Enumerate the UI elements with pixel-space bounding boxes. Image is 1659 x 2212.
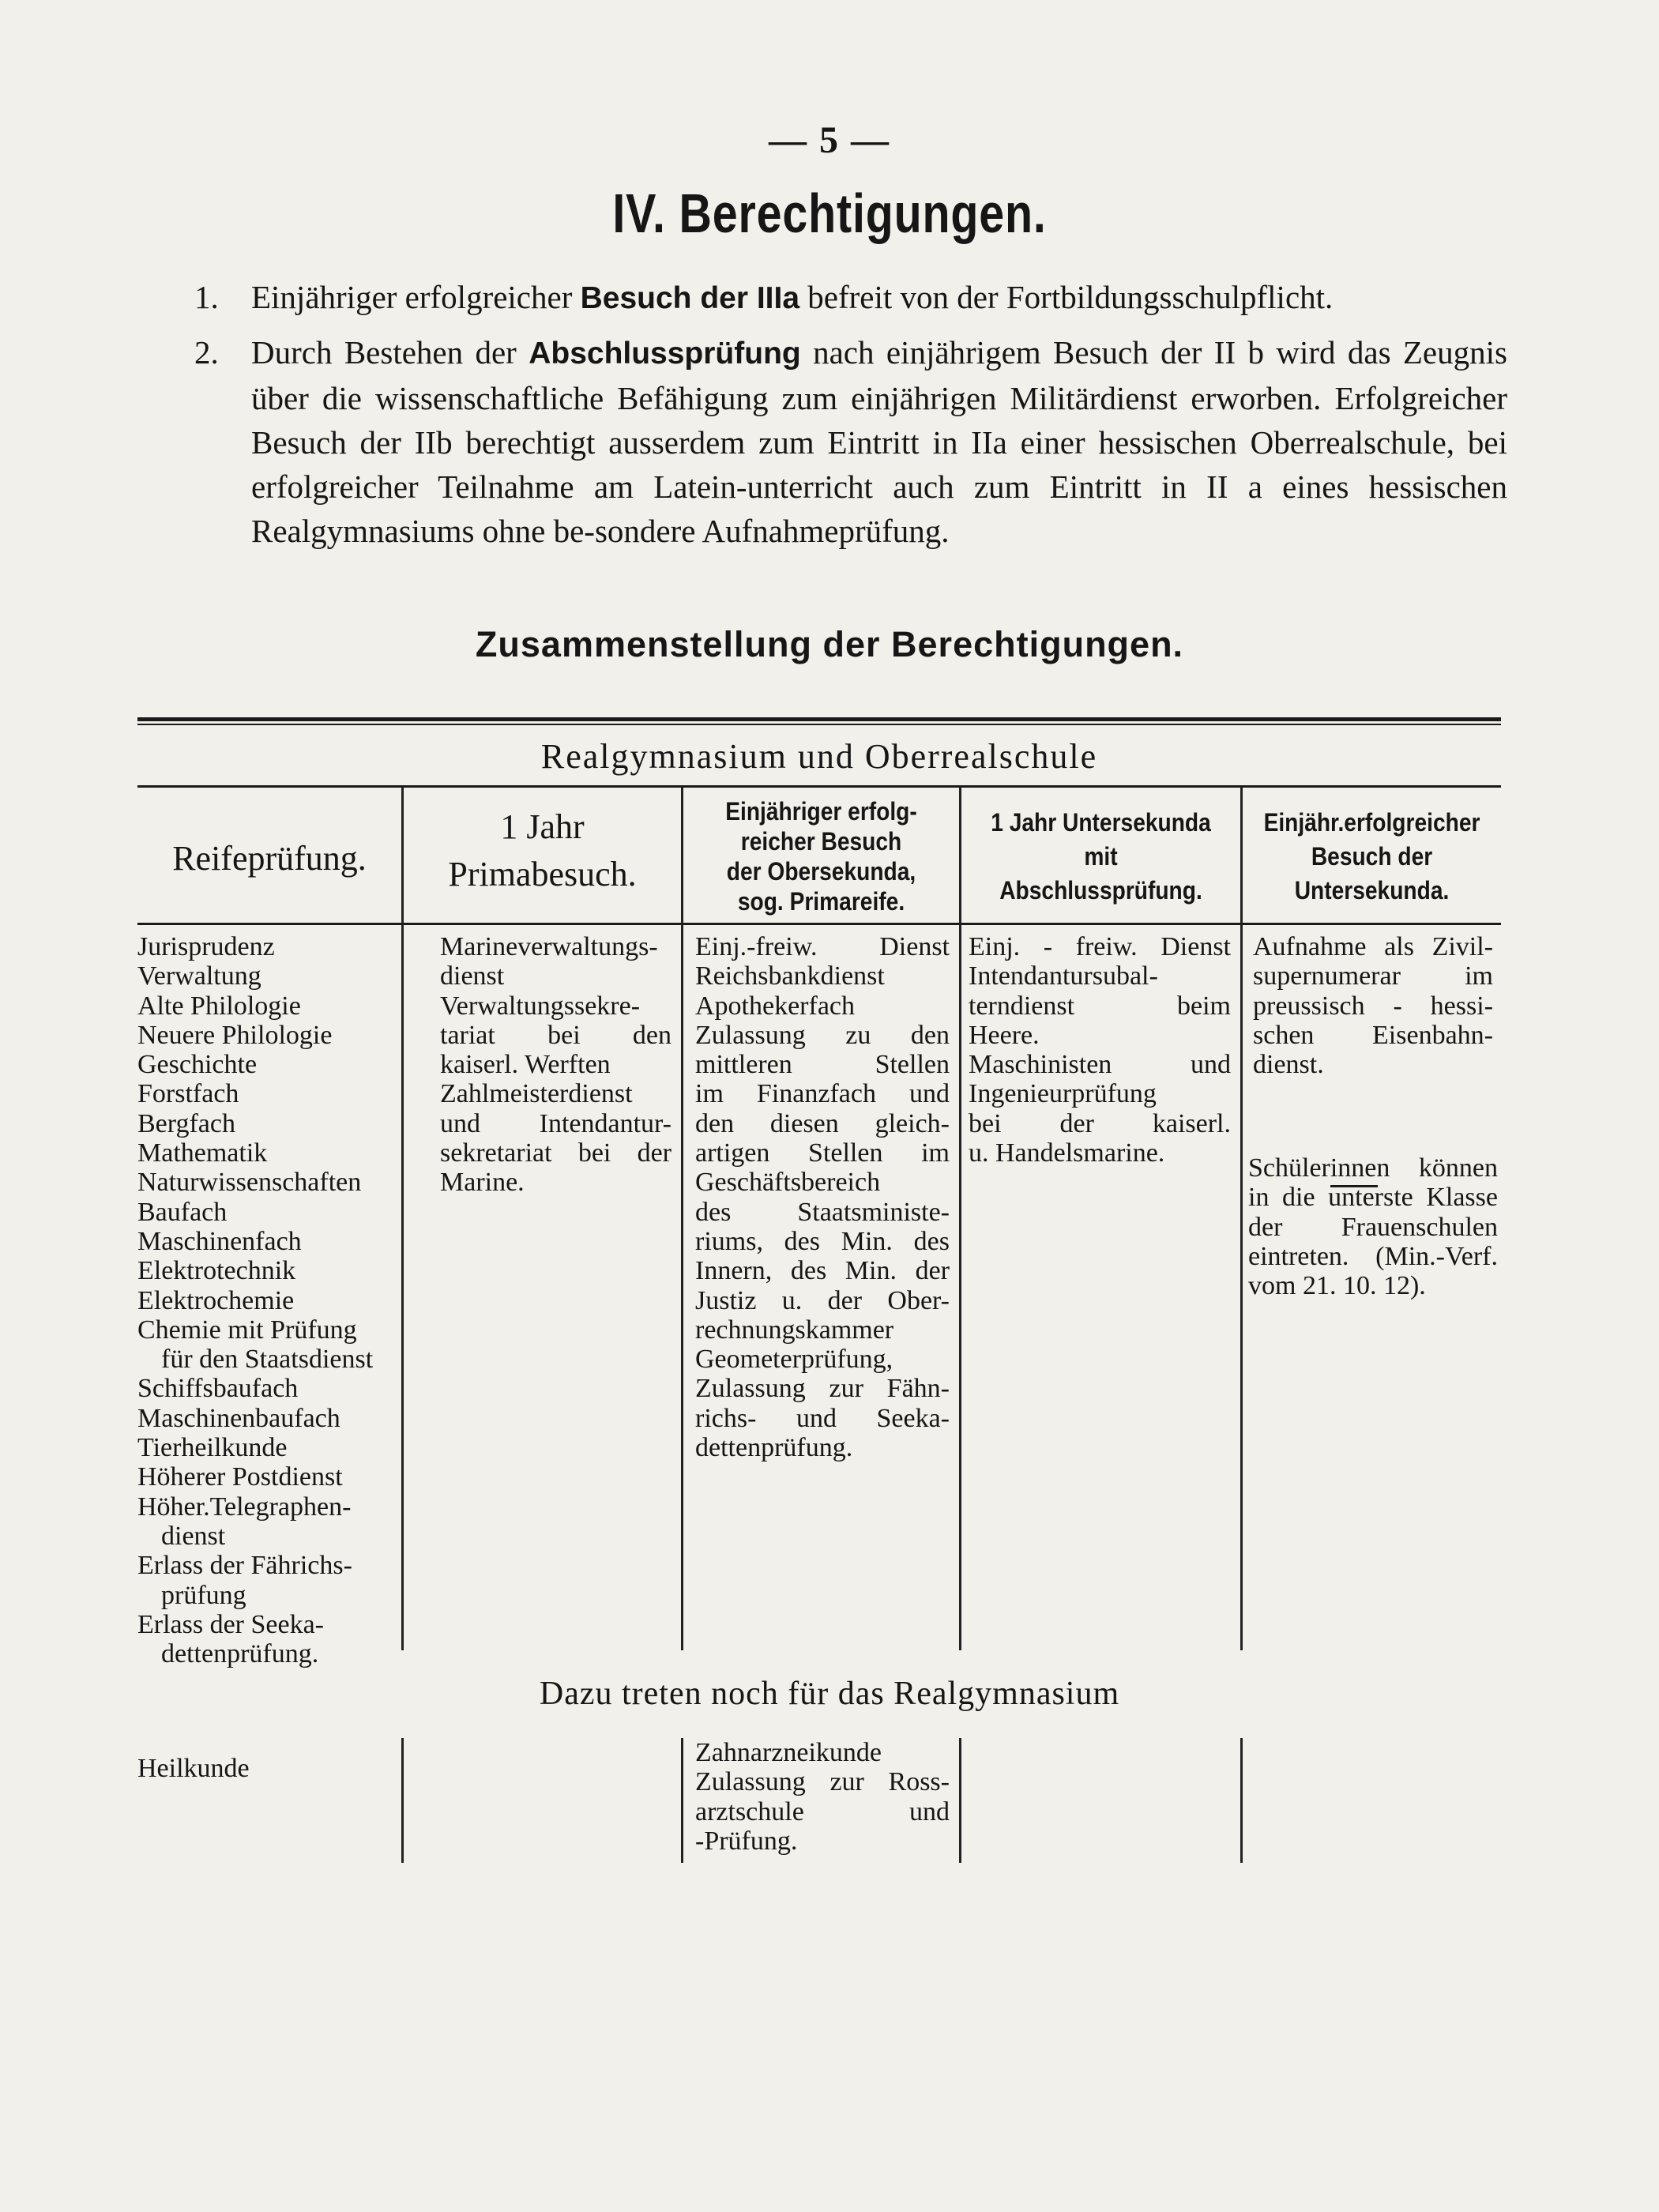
paragraph-2-text-end: nach einjährigem Besuch der II b wird das Zeugnis über die wissenschaftliche Befähigung zum einjährigen Militärdienst erworben. Erfolgreicher Besuch der IIb berechtigt ausserdem zum Eintritt in IIa einer hessischen Oberrealschule, bei erfolgreicher Teilnahme am Latein-unterricht auch zum Eintritt in II a eines hessischen Realgymnasiums ohne be-sondere Aufnahmeprüfung. bbox=[251, 334, 1507, 549]
table-cell-line: Zulassung zur Fähn- bbox=[695, 1374, 950, 1404]
table-cell-line: Geschäftsbereich bbox=[695, 1168, 881, 1198]
dazu-divider-2 bbox=[681, 1738, 683, 1863]
table-title: Realgymnasium und Oberrealschule bbox=[540, 737, 1098, 776]
header-untersekunda-besuch-line-3: Untersekunda. bbox=[1294, 876, 1450, 905]
table-cell-line: Forstfach bbox=[137, 1079, 239, 1109]
header-rule-4 bbox=[961, 923, 1240, 925]
table-cell-line: Marineverwaltungs- bbox=[440, 932, 658, 961]
header-primareife bbox=[700, 796, 942, 916]
table-cell-line: Jurisprudenz bbox=[137, 932, 275, 961]
table-cell-line: Zahnarzneikunde bbox=[695, 1738, 882, 1767]
table-cell-line: Maschinenbaufach bbox=[137, 1403, 340, 1433]
table-cell-line: Einj.-freiw. Dienst bbox=[695, 932, 950, 961]
table-cell-line: dienst. bbox=[1253, 1050, 1324, 1080]
table-cell-line: Verwaltungssekre- bbox=[440, 991, 641, 1021]
table-cell-line: dettenprüfung. bbox=[695, 1433, 853, 1463]
table-cell-line: Verwaltung bbox=[137, 961, 261, 991]
header-rule-5 bbox=[1243, 923, 1501, 925]
header-primareife-line-2: reicher Besuch bbox=[740, 827, 902, 856]
table-cell-line: prüfung bbox=[161, 1580, 246, 1610]
table-cell-line: Innern, des Min. der bbox=[695, 1256, 950, 1286]
table-cell-line: Neuere Philologie bbox=[137, 1020, 333, 1050]
header-untersekunda-abschluss-line-2: mit bbox=[1084, 842, 1118, 871]
paragraph-1-text-end: befreit von der Fortbildungsschulpflicht. bbox=[799, 279, 1334, 315]
table-cell-line: Schülerinnen können bbox=[1248, 1153, 1498, 1183]
table-cell-line: Bergfach bbox=[137, 1108, 235, 1138]
dazu-column-reifepruefung bbox=[137, 1754, 392, 1783]
table-cell-line: Geometerprüfung, bbox=[695, 1345, 893, 1375]
column-primareife bbox=[695, 932, 950, 1462]
table-cell-line: Reichsbankdienst bbox=[695, 961, 885, 991]
table-cell-line: für den Staatsdienst bbox=[161, 1345, 374, 1375]
header-untersekunda-besuch-line-2: Besuch der bbox=[1311, 842, 1433, 871]
dazu-divider-1 bbox=[401, 1738, 404, 1863]
dazu-divider-4 bbox=[1240, 1738, 1243, 1863]
table-cell-line: richs- und Seeka- bbox=[695, 1403, 950, 1433]
table-cell-line: Schiffsbaufach bbox=[137, 1374, 299, 1404]
table-cell-line: Elektrochemie bbox=[137, 1285, 295, 1315]
table-cell-line: eintreten. (Min.-Verf. bbox=[1248, 1241, 1498, 1271]
column-divider-4 bbox=[1240, 788, 1243, 1650]
header-reifepruefung: Reifeprüfung. bbox=[172, 839, 367, 878]
column-primabesuch bbox=[440, 932, 672, 1198]
table-title-rule bbox=[137, 785, 1501, 788]
paragraph-2 bbox=[194, 330, 1507, 553]
table-cell-line: im Finanzfach und bbox=[695, 1079, 950, 1109]
table-cell-line: bei der kaiserl. bbox=[969, 1108, 1231, 1138]
table-cell-line: rechnungskammer bbox=[695, 1315, 894, 1345]
table-cell-line: Erlass der Seeka- bbox=[137, 1609, 325, 1639]
paragraph-1-number: 1. bbox=[194, 279, 219, 315]
header-untersekunda-abschluss-line-1: 1 Jahr Untersekunda bbox=[991, 808, 1211, 837]
table-top-rule bbox=[137, 717, 1501, 721]
table-cell-line: u. Handelsmarine. bbox=[969, 1138, 1165, 1168]
table-cell-line: Baufach bbox=[137, 1197, 228, 1227]
column-reifepruefung bbox=[137, 932, 392, 1668]
chapter-title: IV. Berechtigungen. bbox=[612, 182, 1047, 244]
header-primareife-line-3: der Obersekunda, bbox=[726, 857, 916, 886]
table-cell-line: -Prüfung. bbox=[695, 1826, 798, 1856]
table-cell-line: Alte Philologie bbox=[137, 991, 301, 1021]
table-cell-line: der Frauenschulen bbox=[1248, 1212, 1498, 1242]
table-cell-line: dettenprüfung. bbox=[161, 1639, 319, 1669]
table-cell-line: Maschinenfach bbox=[137, 1226, 302, 1256]
table-cell-line: Zulassung zu den bbox=[695, 1020, 950, 1050]
table-cell-line: schen Eisenbahn- bbox=[1253, 1020, 1493, 1050]
page-number: — 5 — bbox=[769, 119, 890, 161]
paragraph-2-text-start: Durch Bestehen der bbox=[251, 334, 529, 371]
column-untersekunda-abschluss bbox=[969, 932, 1231, 1168]
column-5-note bbox=[1248, 1153, 1498, 1300]
table-cell-line: Aufnahme als Zivil- bbox=[1253, 932, 1493, 961]
header-untersekunda-abschluss bbox=[978, 806, 1224, 908]
table-cell-line: artigen Stellen im bbox=[695, 1138, 950, 1168]
table-cell-line: Naturwissenschaften bbox=[137, 1168, 362, 1198]
header-primareife-line-4: sog. Primareife. bbox=[737, 887, 905, 916]
table-cell-line: Heere. bbox=[969, 1020, 1040, 1050]
dazu-divider-3 bbox=[959, 1738, 961, 1863]
table-cell-line: Geschichte bbox=[137, 1050, 258, 1080]
column-untersekunda-besuch bbox=[1253, 932, 1493, 1079]
table-cell-line: den diesen gleich- bbox=[695, 1108, 950, 1138]
paragraph-1 bbox=[194, 275, 1507, 321]
table-cell-line: sekretariat bei der bbox=[440, 1138, 672, 1168]
table-cell-line: Marine. bbox=[440, 1168, 525, 1198]
column-divider-2 bbox=[681, 788, 683, 1650]
header-primabesuch bbox=[404, 807, 681, 894]
table-cell-line: Apothekerfach bbox=[695, 991, 856, 1021]
table-cell-line: und Intendantur- bbox=[440, 1108, 672, 1138]
table-cell-line: Maschinisten und bbox=[969, 1050, 1231, 1080]
table-cell-line: Zulassung zur Ross- bbox=[695, 1767, 950, 1797]
column-divider-3 bbox=[959, 788, 961, 1650]
header-primabesuch-line-1: 1 Jahr bbox=[500, 807, 585, 846]
table-cell-line: vom 21. 10. 12). bbox=[1248, 1271, 1426, 1301]
table-cell-line: riums, des Min. des bbox=[695, 1226, 950, 1256]
table-cell-line: supernumerar im bbox=[1253, 961, 1493, 991]
header-rule-3 bbox=[683, 923, 959, 925]
section-title: Zusammenstellung der Berechtigungen. bbox=[475, 624, 1184, 664]
table-cell-line: arztschule und bbox=[695, 1796, 950, 1826]
table-cell-line: Heilkunde bbox=[137, 1754, 250, 1783]
table-cell-line: des Staatsministe- bbox=[695, 1197, 950, 1227]
header-untersekunda-besuch bbox=[1258, 806, 1486, 908]
table-cell-line: dienst bbox=[440, 961, 505, 991]
paragraph-2-bold: Abschlussprüfung bbox=[529, 337, 801, 371]
table-cell-line: Mathematik bbox=[137, 1138, 268, 1168]
paragraph-1-bold: Besuch der IIIa bbox=[580, 281, 800, 315]
table-cell-line: Höherer Postdienst bbox=[137, 1462, 343, 1492]
header-primabesuch-line-2: Primabesuch. bbox=[448, 855, 637, 893]
table-cell-line: dienst bbox=[161, 1521, 226, 1551]
table-cell-line: tariat bei den bbox=[440, 1020, 672, 1050]
table-cell-line: in die unterste Klasse bbox=[1248, 1183, 1498, 1213]
table-cell-line: Erlass der Fährichs- bbox=[137, 1551, 352, 1581]
table-top-rule-thin bbox=[137, 724, 1501, 725]
table-cell-line: terndienst beim bbox=[969, 991, 1231, 1021]
table-cell-line: Elektrotechnik bbox=[137, 1256, 296, 1286]
table-cell-line: Justiz u. der Ober- bbox=[695, 1285, 950, 1315]
table-cell-line: Tierheilkunde bbox=[137, 1433, 288, 1463]
header-rule-2 bbox=[404, 923, 681, 925]
paragraph-2-number: 2. bbox=[194, 334, 219, 371]
table-cell-line: mittleren Stellen bbox=[695, 1050, 950, 1080]
dazu-column-primareife bbox=[695, 1738, 950, 1856]
header-untersekunda-besuch-line-1: Einjähr.erfolgreicher bbox=[1263, 808, 1480, 837]
paragraph-1-text-start: Einjähriger erfolgreicher bbox=[251, 279, 581, 315]
column-divider-1 bbox=[401, 788, 404, 1650]
table-cell-line: Chemie mit Prüfung bbox=[137, 1315, 357, 1345]
table-cell-line: Höher.Telegraphen- bbox=[137, 1492, 352, 1522]
table-cell-line: preussisch - hessi- bbox=[1253, 991, 1493, 1021]
header-primareife-line-1: Einjähriger erfolg- bbox=[725, 797, 917, 826]
table-cell-line: Einj. - freiw. Dienst bbox=[969, 932, 1231, 961]
table-cell-line: Ingenieurprüfung bbox=[969, 1079, 1157, 1109]
header-rule-1 bbox=[137, 923, 401, 925]
header-untersekunda-abschluss-line-3: Abschlussprüfung. bbox=[999, 876, 1202, 905]
table-cell-line: Intendantursubal- bbox=[969, 961, 1158, 991]
table-cell-line: Zahlmeisterdienst bbox=[440, 1079, 633, 1109]
table-cell-line: kaiserl. Werften bbox=[440, 1050, 611, 1080]
realgymnasium-addition-title: Dazu treten noch für das Realgymnasium bbox=[539, 1676, 1120, 1712]
